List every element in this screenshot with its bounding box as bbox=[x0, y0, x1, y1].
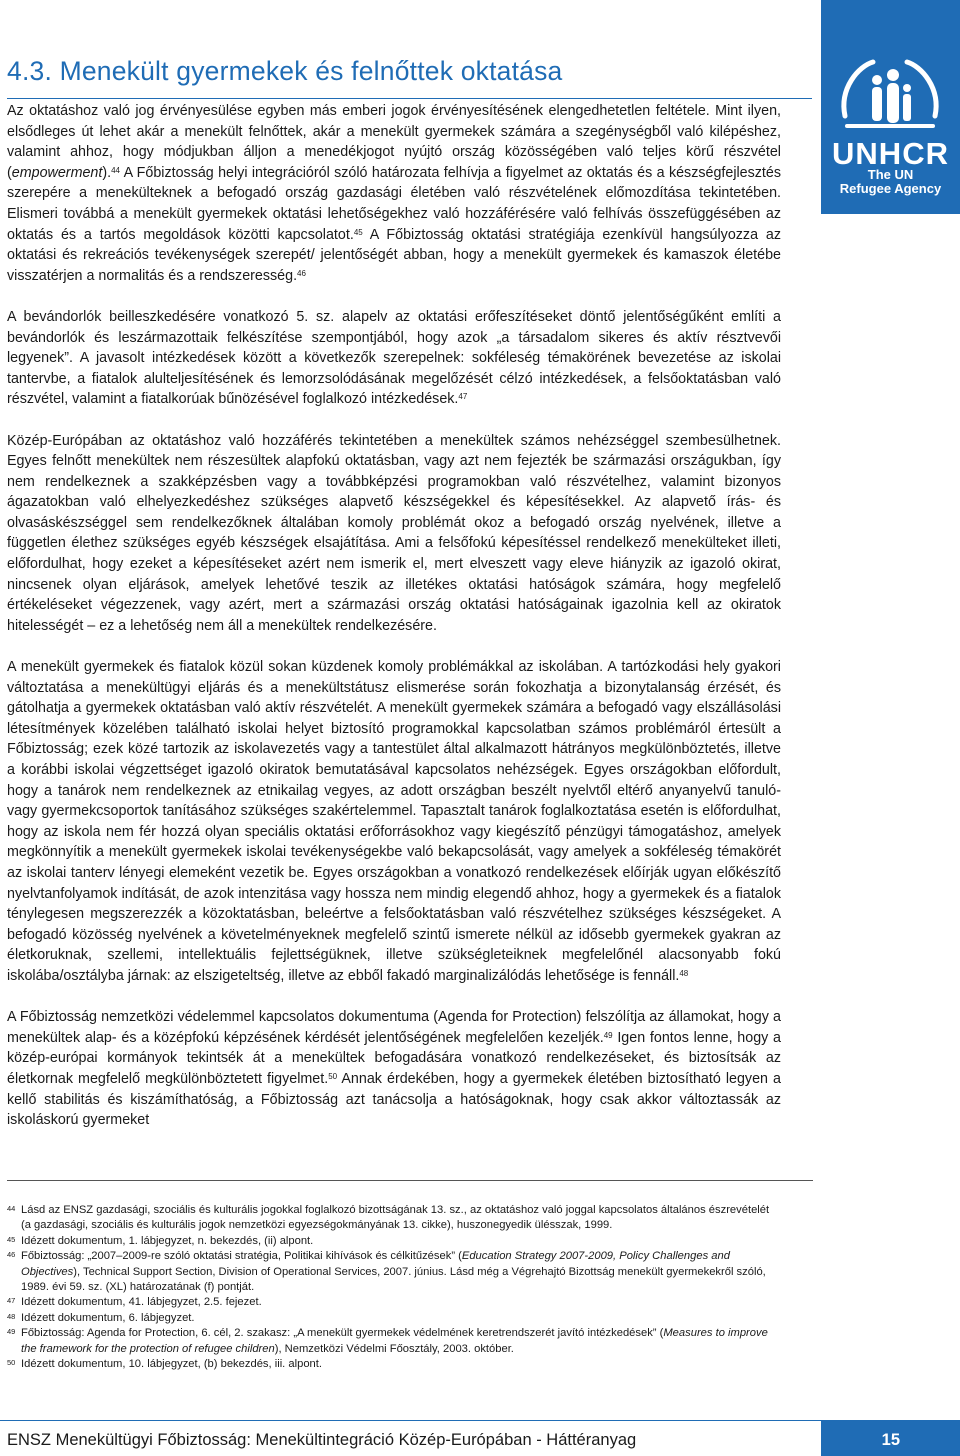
italic-text: Measures to improve the framework for the protection of refugee children bbox=[21, 1327, 768, 1355]
footnotes bbox=[7, 1203, 781, 1372]
text-segment: Lásd az ENSZ gazdasági, szociális és kulturális jogokkal foglalkozó bizottságának 13. sz., az oktatáshoz való joggal kapcsolatos általános észrevételét (a gazdasági, szociális és kulturális jogok nemzetközi egyezségokmányának 13. cikke), huszonegyedik ülésszak, 1999. bbox=[21, 1204, 770, 1232]
unhcr-logo-subtitle-2: Refugee Agency bbox=[839, 181, 942, 196]
text-segment: Igen fontos lenne, hogy a közép-európai kormányok tekintsék át a menekültek befogadására vonatkozó rendelkezéseket, és biztosítsák az életkornak megfelelő megkülönböztetett figyelmet. bbox=[7, 1029, 782, 1087]
footnote-reference: 47 bbox=[458, 392, 468, 402]
footnote bbox=[7, 1326, 781, 1357]
text-segment: Főbiztosság: „2007–2009-re szóló oktatási stratégia, Politikai kihívások és célkitűzések” ( bbox=[21, 1250, 462, 1263]
text-segment: Idézett dokumentum, 10. lábjegyzet, (b) bekezdés, iii. alpont. bbox=[21, 1358, 322, 1371]
text-segment: ). bbox=[102, 164, 112, 181]
footnote-number: 48 bbox=[7, 1311, 16, 1321]
italic-text: Education Strategy 2007-2009, Policy Challenges and Objectives bbox=[21, 1250, 730, 1278]
text-segment: Közép-Európában az oktatáshoz való hozzáférés tekintetében a menekültek számos nehézséggel szembesülhetnek. Egyes felnőtt menekültek nem részesültek alapfokú oktatásban, vagy azt nem fejezték be származási országukban, így nem rendelkeznek a szakképzésben vagy a továbbképzési programokban való részvételhez, valamint bizonyos ágazatokban való elhelyezkedéshez szükséges alapvető készségekkel és képesítésekkel. Az alapvető írás- és olvasáskészséggel sem rendelkezőknek általában komoly problémát okoz a befogadó ország nyelvének, illetve a független élethez szükséges egyéb készségek elsajátítása. Ami a felsőfokú képesítéssel rendelkező menekülteket illeti, előfordulhat, hogy ezeket a képesítéseket azért nem ismerik el, mert elveszett vagy eleve hiányzik az igazoló okirat, nincsenek olyan eljárások, amelyek lehetővé teszik az illetékes oktatási hatóságok számára, hogy megfelelő értékeléseket végezzenek, vagy azért, mert a származási ország oktatási hatóságainak igazolnia kell az okiratok hitelességét – ez a lehetőség nem áll a menekültek rendelkezésére. bbox=[7, 432, 781, 634]
text-segment: ), Nemzetközi Védelmi Főosztály, 2003. október. bbox=[274, 1342, 514, 1355]
paragraph bbox=[7, 307, 781, 410]
text-segment: Idézett dokumentum, 41. lábjegyzet, 2.5. fejezet. bbox=[21, 1296, 262, 1309]
footer-rule bbox=[0, 1420, 960, 1421]
text-segment: Annak érdekében, hogy a gyermekek életében biztosítható legyen a kellő stabilitás és kiszámíthatóság, a Főbiztosság azt tanácsolja a hatóságoknak, hogy csak akkor változtassák az iskoláskorú gyermeket bbox=[7, 1070, 782, 1129]
text-segment: A Főbiztosság oktatási stratégiája ezenkívül hangsúlyozza az oktatási és rekreációs tevékenységek szerepét/ jelentőségét abban, hogy a menekült gyermekek és kamaszok életébe visszatérjen a normalitás és a rendszeresség. bbox=[7, 226, 781, 284]
unhcr-emblem-icon bbox=[837, 58, 943, 138]
text-segment: Az oktatáshoz való jog érvényesülése egyben más emberi jogok érvényesítésének elengedhetetlen feltétele. Mint ilyen, elsődleges út lehet akár a menekült felnőttek, akár a menekült gyermekek számára a szegénységből való kilépéshez, valamint ahhoz, hogy módjukban álljon a menedékjogot nyújtó ország közösségében való teljes körű részvétel ( bbox=[7, 103, 781, 181]
footnote-reference: 44 bbox=[111, 165, 120, 175]
footnote bbox=[7, 1249, 781, 1295]
footnote bbox=[7, 1311, 781, 1326]
paragraph bbox=[7, 431, 781, 637]
text-segment: Idézett dokumentum, 6. lábjegyzet. bbox=[21, 1311, 195, 1324]
footnote-number: 45 bbox=[7, 1234, 16, 1244]
paragraph bbox=[7, 1007, 781, 1131]
unhcr-logo-subtitle-1: The UN bbox=[867, 167, 914, 182]
footnote-number: 50 bbox=[7, 1358, 16, 1368]
page-number: 15 bbox=[881, 1431, 900, 1449]
unhcr-logo-panel bbox=[821, 0, 960, 214]
footer-text: ENSZ Menekültügyi Főbiztosság: Menekültintegráció Közép-Európában - Háttéranyag bbox=[7, 1431, 637, 1449]
footnote-reference: 50 bbox=[328, 1071, 338, 1081]
page-number-box bbox=[821, 1421, 960, 1456]
footnote-number: 46 bbox=[7, 1250, 16, 1260]
italic-text: empowerment bbox=[11, 164, 103, 181]
text-segment: Idézett dokumentum, 1. lábjegyzet, n. bekezdés, (ii) alpont. bbox=[21, 1234, 314, 1247]
footnote-number: 49 bbox=[7, 1327, 16, 1337]
text-segment: A Főbiztosság nemzetközi védelemmel kapcsolatos dokumentuma (Agenda for Protection) felszólítja az államokat, hogy a menekültek alap- és a középfokú képzésének kérdését jelentőségének megfelelően kezeljék. bbox=[7, 1009, 781, 1046]
section-heading: 4.3. Menekült gyermekek és felnőttek oktatása bbox=[7, 56, 563, 86]
footnote bbox=[7, 1357, 781, 1372]
text-segment: A bevándorlók beilleszkedésére vonatkozó 5. sz. alapelv az oktatási erőfeszítéseket döntő jelentőségűként említi a bevándorlók és leszármazottaik felkészítése szempontjából, hogy azok „a társadalom sikeres és aktív résztvevői legyenek”. A javasolt intézkedések között a következők szerepelnek: sokféleség témakörének bevezetése az iskolai tantervbe, a fiatalok alulteljesítésének és lemorzsolódásának megelőzését célzó intézkedések, a felsőoktatásban való részvétel, valamint a fiatalkorúak bűnözésével foglalkozó intézkedések. bbox=[7, 308, 781, 408]
footnote-number: 47 bbox=[7, 1296, 16, 1306]
text-segment: ), Technical Support Section, Division of Operational Services, 2007. június. Lásd még a Végrehajtó Bizottság menekült gyermekekről szóló, 1989. évi 59. sz. (XL) határozatának (f) pontját. bbox=[21, 1265, 766, 1294]
paragraph bbox=[7, 657, 781, 987]
footnote-reference: 45 bbox=[353, 227, 363, 237]
heading-rule bbox=[7, 98, 812, 99]
footnote-reference: 48 bbox=[679, 968, 689, 978]
body-text bbox=[7, 101, 781, 1131]
footnote bbox=[7, 1203, 781, 1234]
footnote bbox=[7, 1295, 781, 1310]
unhcr-logo-name: UNHCR bbox=[832, 136, 949, 171]
text-segment: Főbiztosság: Agenda for Protection, 6. cél, 2. szakasz: „A menekült gyermekek védelmének keretrendszerét javító intézkedések” ( bbox=[21, 1327, 664, 1340]
footnote-number: 44 bbox=[7, 1204, 16, 1213]
footnote-reference: 49 bbox=[603, 1030, 613, 1040]
paragraph bbox=[7, 101, 781, 286]
text-segment: A Főbiztosság helyi integrációról szóló határozata felhívja a figyelmet az oktatás és a készségfejlesztés szerepére a menekülteknek a befogadó ország gazdasági életében való részvételének előmozdítása tekintetében. Elismeri továbbá a menekült gyermekek oktatási lehetőségekhez való hozzáférésére való felhívás összefüggésében az oktatás és a tartós megoldások közötti kapcsolatot. bbox=[7, 164, 781, 243]
footnote bbox=[7, 1234, 781, 1249]
text-segment: A menekült gyermekek és fiatalok közül sokan küzdenek komoly problémákkal az iskolában. A tartózkodási hely gyakori változtatása a menekültügyi eljárás és a menekültstátusz elismerése során fokozhatja a bizonytalanság érzését, és gátolhatja a gyermekek oktatásban való aktív részvételét. A menekült gyermekek számára a befogadó vagy elszállásolási létesítmények közelében található iskolai helyet biztosító programokkal kapcsolatban számos problémáról értesült a Főbiztosság; ezek közé tartozik az iskolavezetés vagy a tantestület által alkalmazott hátrányos megkülönböztetés, illetve a korábbi iskolai végzettséget igazoló okiratok bemutatásával kapcsolatos nehézségek. Egyes országokban előfordult, hogy a tanárok nem rendelkeznek az etnikailag vegyes, az adott országban beszélt nyelvtől eltérő anyanyelvű tanuló- vagy gyermekcsoportok tanításához szükséges szakértelemmel. Tapasztalt tanárok foglalkoztatása esetén is előfordulhat, hogy az iskola nem fér hozzá olyan speciális oktatási erőforrásokhoz vagy kiegészítő pénzügyi támogatáshoz, amelyek megkönnyítik a menekült gyermekek iskolai tevékenységekbe való bekapcsolását, vagy amelyek a sokféleség témakörét az iskolai tanterv lényegi elemeként vezetik be. Egyes országokban a vonatkozó rendelkezések előírják ugyan előkészítő nyelvtanfolyamok indítását, de azok intenzitása vagy hossza nem mindig elegendő ahhoz, hogy a gyermekek és a fiatalok ténylegesen megszerezzék a közoktatásban, beleértve a felsőoktatásban való részvételhez szükséges készségeket. A befogadó közösség nyelvének a követelményeknek megfelelő szintű ismerete nélkül az idősebb gyermekek gyakran az életkoruknak, szellemi, intellektuális fejlettségüknek, illetve szükségleteiknek megfelelőnél alacsonyabb fokú iskolába/osztályba járnak: az elszigeteltség, illetve az ebből fakadó marginalizálódás lehetősége is fennáll. bbox=[7, 659, 781, 984]
footnote-rule bbox=[7, 1180, 813, 1181]
footnote-reference: 46 bbox=[297, 268, 306, 278]
